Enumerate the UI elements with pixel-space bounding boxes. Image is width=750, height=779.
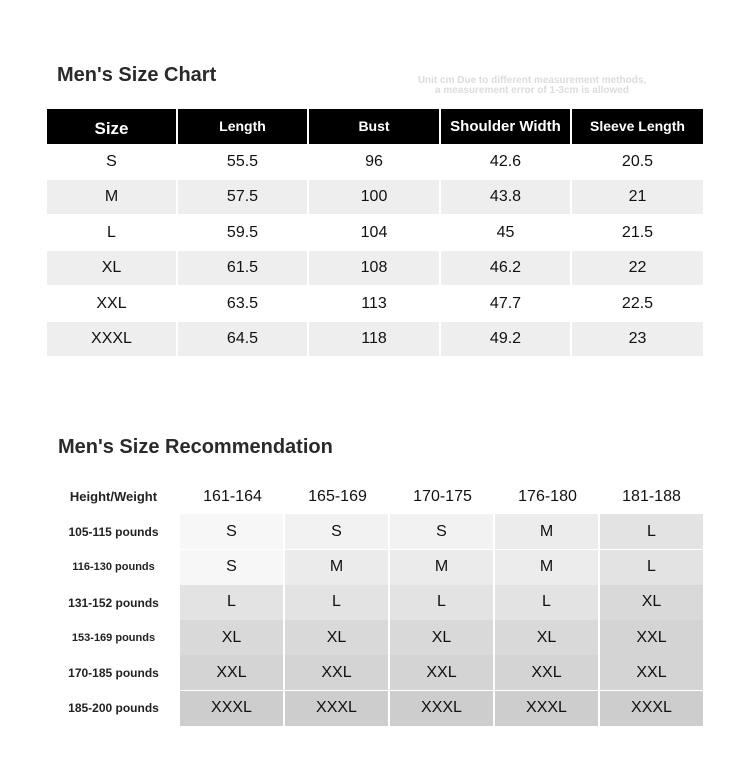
cell-shoulder-width: 46.2 bbox=[441, 251, 570, 285]
recommended-size-cell: XL bbox=[600, 585, 703, 620]
size-recommendation-title: Men's Size Recommendation bbox=[58, 436, 333, 458]
size-chart-title: Men's Size Chart bbox=[57, 64, 217, 86]
recommended-size-cell: XXL bbox=[180, 655, 285, 690]
recommended-size-cell: XXXL bbox=[285, 691, 390, 726]
cell-length: 59.5 bbox=[226, 223, 259, 241]
cell-shoulder-width: 45 bbox=[496, 223, 515, 241]
cell-length: 61.5 bbox=[178, 251, 307, 285]
recommended-size-cell: XL bbox=[390, 620, 495, 655]
cell-shoulder-width: 42.6 bbox=[489, 152, 522, 170]
cell-size: L bbox=[107, 223, 116, 241]
recommended-size-cell: L bbox=[285, 585, 390, 620]
cell-size: XL bbox=[47, 251, 176, 285]
weight-label: 153-169 pounds bbox=[71, 631, 156, 644]
cell-sleeve-length: 23 bbox=[572, 322, 703, 356]
recommended-size-cell: L bbox=[600, 550, 703, 585]
height-header: 170-175 bbox=[413, 487, 472, 505]
recommendation-row bbox=[47, 514, 703, 549]
cell-shoulder-width: 47.7 bbox=[489, 294, 522, 312]
cell-sleeve-length: 20.5 bbox=[621, 152, 654, 170]
recommended-size-cell: M bbox=[285, 550, 390, 585]
weight-label: 105-115 pounds bbox=[68, 524, 159, 539]
header-length: Length bbox=[178, 109, 307, 144]
size-chart-row bbox=[47, 216, 703, 252]
recommended-size-cell: XXL bbox=[495, 655, 600, 690]
measurement-note-line2: a measurement error of 1-3cm is allowed bbox=[435, 85, 629, 96]
size-chart-row bbox=[47, 251, 703, 287]
height-header: 176-180 bbox=[518, 487, 577, 505]
header-bust: Bust bbox=[309, 109, 439, 144]
recommended-size-cell: S bbox=[180, 514, 285, 549]
recommendation-row bbox=[47, 585, 703, 620]
header-size: Size bbox=[47, 109, 176, 144]
cell-bust: 96 bbox=[365, 152, 383, 170]
recommended-size-cell: S bbox=[285, 514, 390, 549]
recommended-size-cell: XL bbox=[180, 620, 285, 655]
recommended-size-cell: L bbox=[600, 514, 703, 549]
cell-bust: 113 bbox=[361, 294, 387, 312]
cell-sleeve-length: 22 bbox=[572, 251, 703, 285]
cell-bust: 118 bbox=[309, 322, 439, 356]
recommended-size-cell: L bbox=[495, 585, 600, 620]
recommendation-row bbox=[47, 620, 703, 655]
size-chart-table bbox=[47, 109, 703, 358]
size-recommendation-table bbox=[47, 479, 703, 726]
recommended-size-cell: XXXL bbox=[600, 691, 703, 726]
recommended-size-cell: XL bbox=[495, 620, 600, 655]
cell-shoulder-width: 49.2 bbox=[441, 322, 570, 356]
recommendation-row bbox=[47, 655, 703, 690]
recommended-size-cell: M bbox=[495, 550, 600, 585]
cell-size: XXL bbox=[96, 294, 127, 312]
recommended-size-cell: XXL bbox=[390, 655, 495, 690]
cell-size: M bbox=[47, 180, 176, 214]
recommended-size-cell: L bbox=[180, 585, 285, 620]
measurement-note-line1: Unit cm Due to different measurement methods, bbox=[417, 75, 647, 86]
cell-length: 64.5 bbox=[178, 322, 307, 356]
recommended-size-cell: XXXL bbox=[495, 691, 600, 726]
recommended-size-cell: M bbox=[390, 550, 495, 585]
height-header: 161-164 bbox=[203, 487, 262, 505]
recommended-size-cell: XXL bbox=[600, 620, 703, 655]
recommendation-row bbox=[47, 691, 703, 726]
header-shoulder-width: Shoulder Width bbox=[441, 109, 570, 144]
cell-sleeve-length: 21.5 bbox=[621, 223, 654, 241]
weight-label: 170-185 pounds bbox=[68, 666, 159, 681]
size-chart-row bbox=[47, 322, 703, 358]
cell-sleeve-length: 21 bbox=[572, 180, 703, 214]
weight-label: 116-130 pounds bbox=[72, 561, 155, 574]
recommendation-row bbox=[47, 550, 703, 585]
cell-size: S bbox=[106, 152, 117, 170]
cell-sleeve-length: 22.5 bbox=[621, 294, 654, 312]
cell-length: 57.5 bbox=[178, 180, 307, 214]
cell-bust: 104 bbox=[360, 223, 388, 241]
recommended-size-cell: XXL bbox=[600, 655, 703, 690]
recommended-size-cell: XXXL bbox=[180, 691, 285, 726]
height-header: 165-169 bbox=[308, 487, 367, 505]
recommended-size-cell: S bbox=[390, 514, 495, 549]
cell-size: XXXL bbox=[47, 322, 176, 356]
cell-length: 63.5 bbox=[226, 294, 259, 312]
size-chart-row bbox=[47, 287, 703, 323]
recommended-size-cell: XL bbox=[285, 620, 390, 655]
recommended-size-cell: XXXL bbox=[390, 691, 495, 726]
cell-shoulder-width: 43.8 bbox=[441, 180, 570, 214]
height-weight-label: Height/Weight bbox=[47, 479, 180, 514]
recommendation-header-row bbox=[47, 479, 703, 514]
measurement-note bbox=[362, 76, 702, 96]
cell-length: 55.5 bbox=[226, 152, 259, 170]
size-chart-row bbox=[47, 145, 703, 181]
height-header: 181-188 bbox=[622, 487, 681, 505]
size-chart-header-row bbox=[47, 109, 703, 145]
header-sleeve-length: Sleeve Length bbox=[572, 109, 703, 144]
recommended-size-cell: L bbox=[390, 585, 495, 620]
recommended-size-cell: M bbox=[495, 514, 600, 549]
size-chart-row bbox=[47, 180, 703, 216]
cell-bust: 108 bbox=[309, 251, 439, 285]
recommended-size-cell: S bbox=[180, 550, 285, 585]
weight-label: 131-152 pounds bbox=[68, 595, 159, 610]
cell-bust: 100 bbox=[309, 180, 439, 214]
weight-label: 185-200 pounds bbox=[68, 701, 159, 716]
recommended-size-cell: XXL bbox=[285, 655, 390, 690]
